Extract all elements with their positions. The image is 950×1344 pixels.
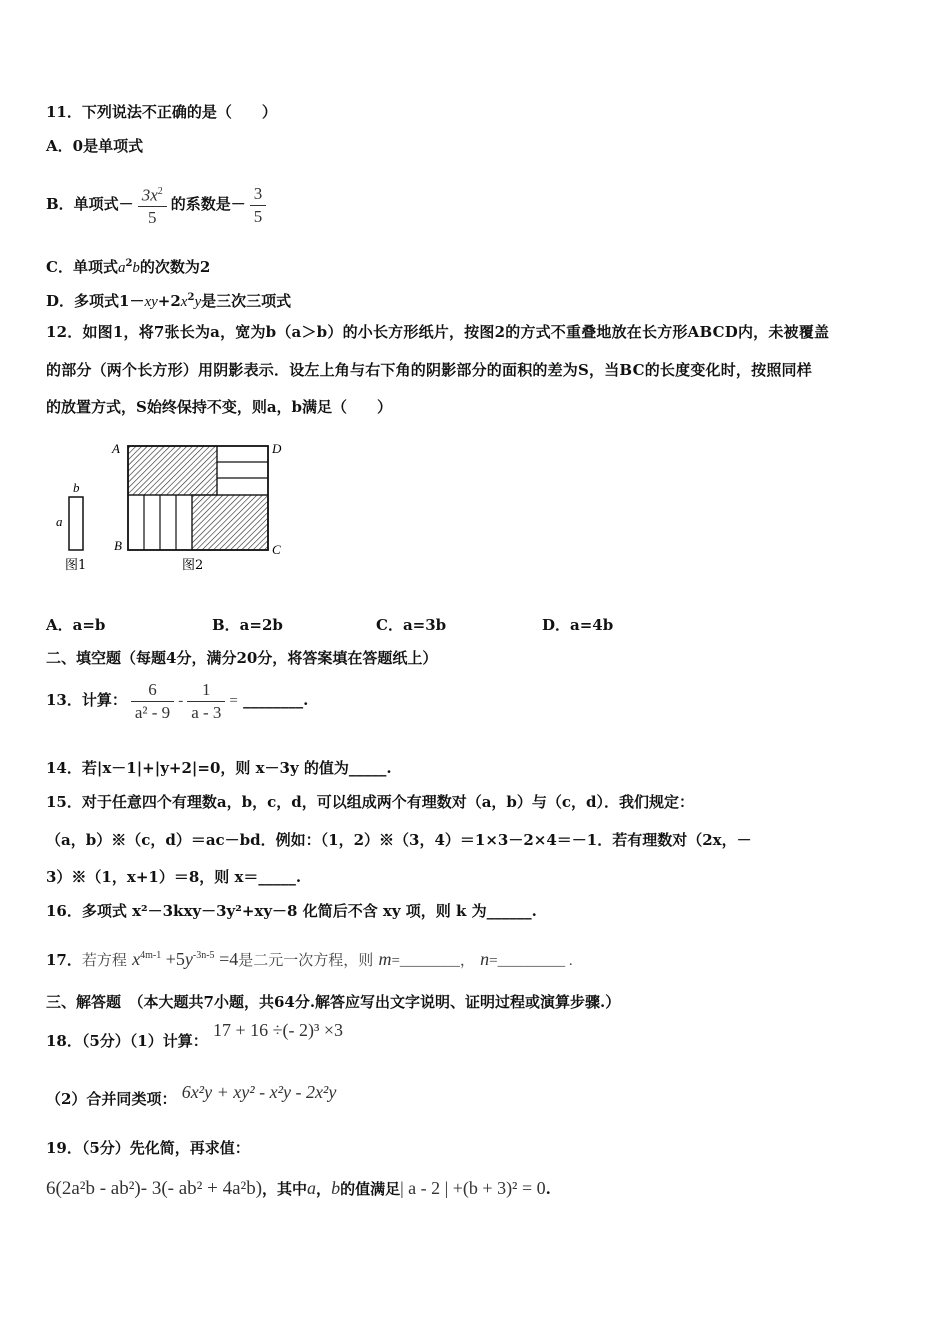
fig2-caption: 图2 (182, 558, 204, 573)
q15-line1: 15．对于任意四个有理数a，b，c，d，可以组成两个有理数对（a，b）与（c，d）．我们规定： (46, 793, 695, 811)
q12-figure (46, 434, 306, 584)
q12-option-c: C．a=3b (376, 616, 447, 634)
q18-part2: （2）合并同类项： 6x²y + xy² - x²y - 2x²y (46, 1082, 337, 1108)
fig1-label-b: b (73, 480, 80, 495)
fig2-label-A: A (112, 441, 120, 456)
q18-part1: 18．（5分）（1）计算： 17 + 16 ÷(- 2)³ ×3 (46, 1020, 344, 1050)
fig2-shaded-top-left (128, 446, 217, 495)
q13-line: 13．计算： $\frac{6}{\text{a² - 9}}$ - $\frac{1}{a - 3}$ = ________. (46, 679, 309, 722)
q11-option-c: C．单项式$a^2b$的次数为2 (46, 258, 211, 276)
q17-line: 17．若方程 $x^{4m-1} +5y^{-3n-5} =4$是二元一次方程，则 m=________， n=_________ . (46, 949, 573, 969)
section2-heading: 二、填空题（每题4分，满分20分，将答案填在答题纸上） (46, 649, 438, 667)
q11-b-fraction1: $\frac{3x^2}{5}$ (138, 181, 167, 230)
fig1-rectangle (69, 497, 83, 550)
q15-line2: （a，b）※（c，d）＝ac－bd．例如：（1，2）※（3，4）＝1×3－2×4＝－1．若有理数对（2x，－ (46, 831, 752, 849)
q18-expression1: 17 + 16 ÷(- 2)³ ×3 (212, 1020, 344, 1040)
q19-expression: 6(2a²b - ab²)- 3(- ab² + 4a²b) (46, 1178, 263, 1199)
section3-heading: 三、解答题 （本大题共7小题，共64分.解答应写出文字说明、证明过程或演算步骤.） (46, 993, 621, 1011)
fig2-label-B: B (114, 538, 122, 553)
q18-expression2: 6x²y + xy² - x²y - 2x²y (181, 1082, 337, 1102)
q14-line: 14．若|x－1|+|y+2|=0，则 x－3y 的值为_____. (46, 759, 392, 777)
fig1-caption: 图1 (65, 558, 87, 573)
fig2-label-C: C (272, 542, 281, 557)
q16-line: 16．多项式 x²－3kxy－3y²+xy－8 化简后不含 xy 项，则 k 为______. (46, 902, 537, 920)
q11-option-b: B．单项式－ $\frac{3x^2}{5}$ 的系数是－ $\frac{3}{5}$ (46, 176, 270, 232)
fig2-label-D: D (272, 441, 282, 456)
q15-line3: 3）※（1，x+1）＝8，则 x＝_____. (46, 868, 302, 886)
q12-option-b: B．a=2b (212, 616, 283, 634)
q12-line1: 12．如图1，将7张长为a，宽为b（a＞b）的小长方形纸片，按图2的方式不重叠地放在长方形ABCD内，未被覆盖 (46, 323, 830, 341)
fig2-shaded-bottom-right (192, 495, 268, 550)
q12-option-d: D．a=4b (542, 616, 614, 634)
q12-line3: 的放置方式，S始终保持不变，则a，b满足（ ） (46, 398, 393, 416)
q11-stem: 11．下列说法不正确的是（ ） (46, 103, 277, 121)
q19-stem: 19．（5分）先化简，再求值： (46, 1139, 250, 1157)
q12-line2: 的部分（两个长方形）用阴影表示．设左上角与右下角的阴影部分的面积的差为S，当BC的长度变化时，按照同样 (46, 361, 812, 379)
q19-expression-line: 6(2a²b - ab²)- 3(- ab² + 4a²b)，其中a，b的值满足| a - 2 | +(b + 3)² = 0. (46, 1178, 551, 1199)
q12-option-a: A．a=b (46, 616, 106, 634)
q13-fraction1: $\frac{6}{\text{a² - 9}}$ (131, 679, 174, 724)
q11-option-a: A．0是单项式 (46, 137, 144, 155)
fig1-label-a: a (56, 514, 63, 529)
q11-b-fraction2: $\frac{3}{5}$ (250, 183, 267, 228)
q11-option-d: D．多项式$1-xy+2x^2y$是三次三项式 (46, 292, 292, 310)
q13-fraction2: $\frac{1}{a - 3}$ (187, 679, 225, 724)
q19-condition: | a - 2 | +(b + 3)² = 0 (400, 1178, 546, 1198)
